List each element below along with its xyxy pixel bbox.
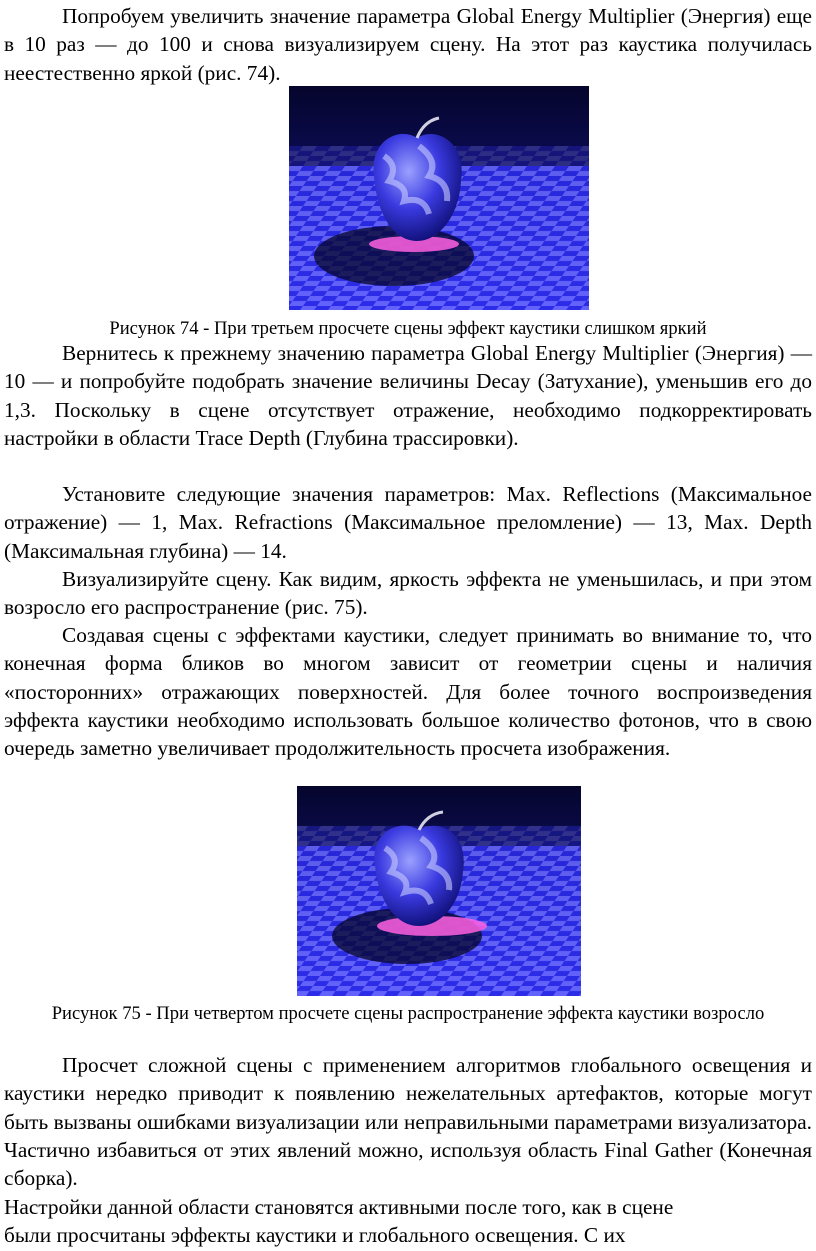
figure-75-caption: Рисунок 75 - При четвертом просчете сцены распространение эффекта каустики возросло [51, 1003, 765, 1024]
caustics-render-image [297, 786, 581, 996]
caustics-render-image [289, 86, 589, 310]
figure-75-render [297, 786, 581, 996]
paragraph-6: Просчет сложной сцены с применением алгоритмов глобального освещения и каустики нередко приводит к появлению нежелательных артефактов, которые могут быть вызваны ошибками визуализации или неправильными параметрами визуализатора. Частично избавиться от этих явлений можно, используя область Final Gather (Конечная сборка). [4, 1053, 812, 1191]
paragraph-7-line-2: были просчитаны эффекты каустики и глобального освещения. С их [4, 1223, 626, 1247]
paragraph-3: Установите следующие значения параметров: Max. Reflections (Максимальное отражение) — 1, Max. Refractions (Максимальное преломление) — 13, Max. Depth (Максимальная глубина) — 14. [4, 482, 812, 563]
figure-74-caption: Рисунок 74 - При третьем просчете сцены эффект каустики слишком яркий [109, 318, 707, 339]
paragraph-7-line-1: Настройки данной области становятся активными после того, как в сцене [4, 1195, 674, 1219]
figure-74-render [289, 86, 589, 310]
paragraph-5: Создавая сцены с эффектами каустики, следует принимать во внимание то, что конечная форма бликов во многом зависит от геометрии сцены и наличия «посторонних» отражающих поверхностей. Для более точного воспроизведения эффекта каустики необходимо использовать большое количество фотонов, что в свою очередь заметно увеличивает продолжительность просчета изображения. [4, 623, 812, 761]
paragraph-4: Визуализируйте сцену. Как видим, яркость эффекта не уменьшилась, и при этом возросло его распространение (рис. 75). [4, 567, 812, 620]
paragraph-2: Вернитесь к прежнему значению параметра Global Energy Multiplier (Энергия) — 10 — и попробуйте подобрать значение величины Decay (Затухание), уменьшив его до 1,3. Поскольку в сцене отсутствует отражение, необходимо подкорректировать настройки в области Trace Depth (Глубина трассировки). [4, 341, 812, 450]
paragraph-1: Попробуем увеличить значение параметра Global Energy Multiplier (Энергия) еще в 10 раз — до 100 и снова визуализируем сцену. На этот раз каустика получилась неестественно яркой (рис. 74). [4, 4, 812, 85]
